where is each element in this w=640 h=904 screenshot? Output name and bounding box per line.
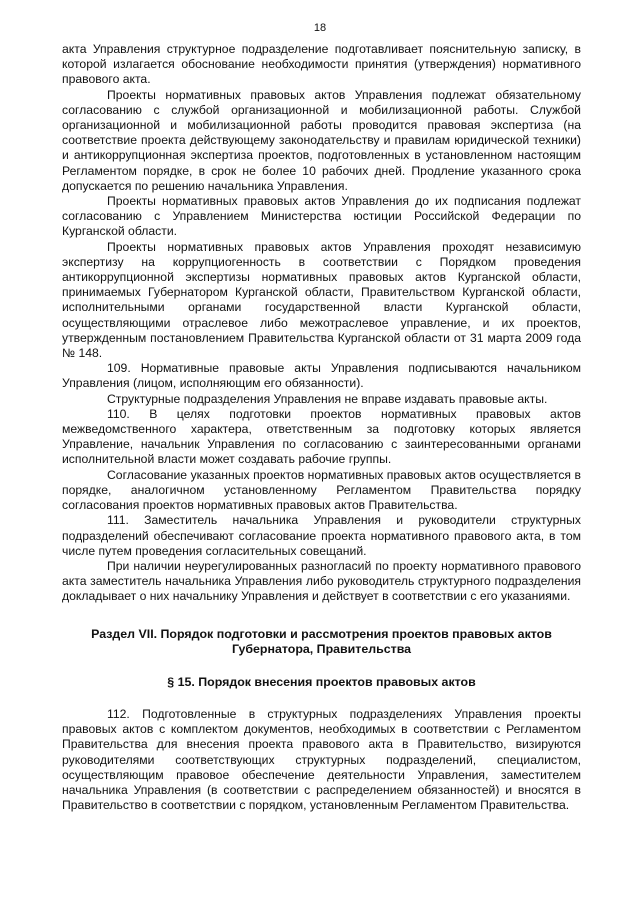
paragraph: Согласование указанных проектов нормативных правовых актов осуществляется в порядке, аналогичном установленному Регламентом Правительства порядку согласования проектов нормативных правовых актов Правительства.: [62, 467, 581, 513]
paragraph-item-111: 111. Заместитель начальника Управления и руководители структурных подразделений обеспечивают согласование проекта нормативного правового акта, в том числе путем проведения согласительных совещаний.: [62, 513, 581, 558]
paragraph-item-112: 112. Подготовленные в структурных подразделениях Управления проекты правовых актов с комплектом документов, необходимых в соответствии с Регламентом Правительства для внесения проекта правового акта в Правительство, визируются руководителями соответствующих структурных подразделений, специалистом, осуществляющим правовое обеспечение деятельности Управления, заместителем начальника Управления (в соответствии с распределением обязанностей) и вносятся в Правительство в соответствии с порядком, установленным Регламентом Правительства.: [62, 707, 581, 813]
subsection-heading: § 15. Порядок внесения проектов правовых актов: [167, 674, 476, 689]
paragraph: Проекты нормативных правовых актов Управления проходят независимую экспертизу на коррупциогенность в соответствии с Порядком проведения антикоррупционной экспертизы нормативных правовых актов Курганской области, принимаемых Губернатором Курганской области, Правительством Курганской области, исполнительными органами государственной власти Курганской области, осуществляющими отраслевое либо межотраслевое управление, и их проектов, утвержденным постановлением Правительства Курганской области от 31 марта 2009 года № 148.: [62, 239, 581, 361]
paragraph: Проекты нормативных правовых актов Управления до их подписания подлежат согласованию с Управлением Министерства юстиции Российской Федерации по Курганской области.: [62, 194, 581, 239]
paragraph-item-109: 109. Нормативные правовые акты Управления подписываются начальником Управления (лицом, исполняющим его обязанности).: [62, 361, 581, 391]
paragraph: При наличии неурегулированных разногласий по проекту нормативного правового акта заместитель начальника Управления либо руководитель структурного подразделения докладывает о них начальнику Управления и действует в соответствии с его указаниями.: [62, 558, 581, 604]
paragraph-item-110: 110. В целях подготовки проектов нормативных правовых актов межведомственного характера, ответственным за подготовку которых является Управление, начальник Управления по согласованию с заинтересованными органами исполнительной власти может создавать рабочие группы.: [62, 406, 581, 467]
paragraph: акта Управления структурное подразделение подготавливает пояснительную записку, в которой излагается обоснование необходимости принятия (утверждения) нормативного правового акта.: [62, 42, 581, 87]
document-body: [62, 42, 581, 813]
page-number: 18: [313, 22, 327, 34]
paragraph: Структурные подразделения Управления не вправе издавать правовые акты.: [107, 391, 548, 406]
section-heading: [62, 627, 581, 658]
section-heading-line-1: Раздел VII. Порядок подготовки и рассмотрения проектов правовых актов: [91, 626, 552, 641]
section-heading-line-2: Губернатора, Правительства: [231, 642, 412, 657]
paragraph: Проекты нормативных правовых актов Управления подлежат обязательному согласованию с службой организационной и мобилизационной работы. Службой организационной и мобилизационной работы проводится правовая экспертиза (на соответствие проекта действующему законодательству и правилам юридической техники) и антикоррупционная экспертиза проектов, подготовленных в установленном настоящим Регламентом порядке, в срок не более 10 рабочих дней. Продление указанного срока допускается по решению начальника Управления.: [62, 87, 581, 193]
